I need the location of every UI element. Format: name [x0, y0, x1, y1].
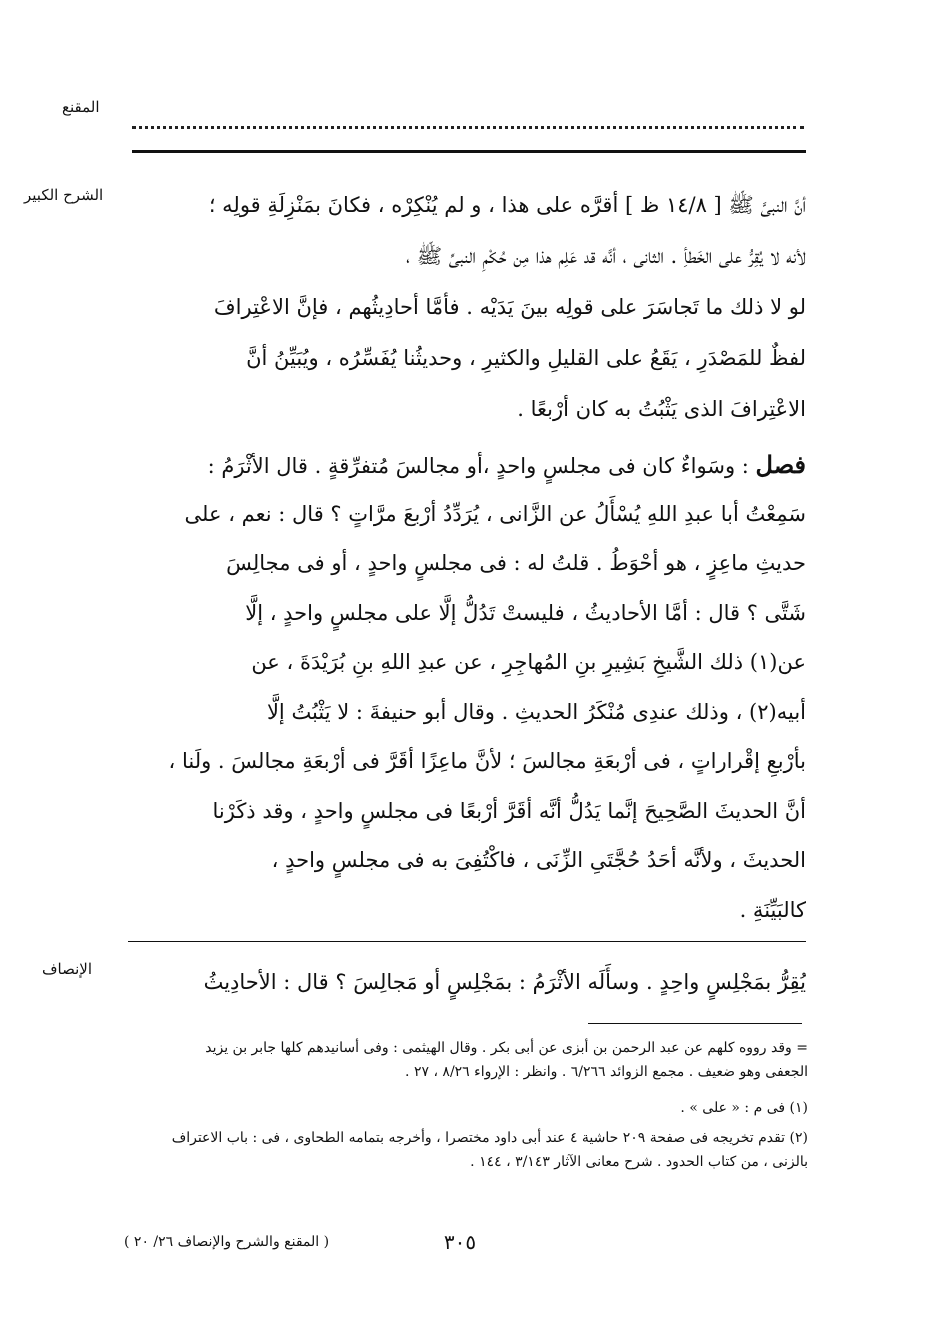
footnote-1: (١) فى م : « على » . — [680, 1100, 808, 1116]
fasl-line: عن(١) ذلك الشَّيخِ بَشِيرِ بنِ المُهاجِرِ ، عن عبدِ اللهِ بنِ بُرَيْدَةَ ، عن — [251, 650, 806, 674]
fasl-line: شَتَّى ؟ قال : أمَّا الأحاديثُ ، فليستْ تَدُلُّ إلَّا على مجلسٍ واحدٍ ، إلَّا — [245, 600, 806, 625]
insaf-text-block — [130, 956, 806, 1008]
sharh-text-block — [130, 180, 806, 435]
sharh-line: أنَّ النبىَّ ﷺ [ ١٤/٨ ظ ] أقرَّه على هذا ، و لم يُنْكِرْه ، فكانَ بمَنْزِلَةِ قولِه ؛ — [208, 193, 806, 217]
footnote-2-line: (٢) تقدم تخريجه فى صفحة ٢٠٩ حاشية ٤ عند أبى داود مختصرا ، وأخرجه بتمامه الطحاوى ، فى : باب الاعتراف — [171, 1130, 808, 1146]
margin-label-insaf: الإنصاف — [42, 960, 93, 978]
fasl-line: الحديثَ ، ولأنَّه أحَدُ حُجَّتَىِ الزِّنَى ، فاكْتُفِىَ به فى مجلسٍ واحدٍ ، — [271, 848, 806, 872]
fasl-section — [130, 440, 806, 935]
fasl-line: كالبَيِّنَةِ . — [739, 897, 806, 922]
footnote-divider — [588, 1023, 802, 1024]
fasl-first-line-text: : وسَواءٌ كان فى مجلسٍ واحدٍ ،أو مجالسَ مُتفرِّقةٍ . قال الأثْرَمُ : — [207, 454, 756, 478]
fasl-line: بأرْبعِ إقْراراتٍ ، فى أرْبعَةِ مجالسَ ؛ لأنَّ ماعِزًا أقَرَّ فى أرْبعَةِ مجالسَ . ولَنا ، — [168, 749, 806, 773]
fasl-line: أبيه(٢) ، وذلك عندِى مُنْكَرُ الحديثِ . وقال أبو حنيفةَ : لا يَثْبُتُ إلَّا — [266, 699, 806, 724]
fasl-first-line — [130, 440, 806, 490]
page-number: ٣٠٥ — [443, 1230, 477, 1254]
footnotes-block — [118, 1036, 808, 1174]
footnote-continuation-line: الجعفى وهو ضعيف . مجمع الزوائد ٦/٢٦٦ . وانظر : الإرواء ٨/٢٦ ، ٢٧ . — [405, 1064, 808, 1080]
sharh-line: لو لا ذلك ما تَجاسَرَ على قولِه بينَ يَدَيْه . فأمَّا أحادِيثُهم ، فإنَّ الاعْتِرافَ — [213, 295, 806, 319]
dotted-divider — [132, 104, 804, 129]
insaf-line: يُقِرُّ بمَجْلِسٍ واحِدٍ . وسأَلَه الأثْرَمُ : بمَجْلِسٍ أو مَجالِسَ ؟ قال : الأحادِيثُ — [203, 970, 806, 994]
footnote-2-line: بالزنى ، من كتاب الحدود . شرح معانى الآثار ٣/١٤٣ ، ١٤٤ . — [470, 1154, 808, 1170]
footnote-continuation-line: = وقد رووه كلهم عن عبد الرحمن بن أبزى عن أبى بكر . وقال الهيثمى : وفى أسانيدهم كلها جابر بن يزيد — [205, 1040, 808, 1056]
margin-label-muqni: المقنع — [62, 98, 100, 116]
margin-label-sharh: الشرح الكبير — [24, 186, 104, 204]
fasl-line: أنَّ الحديثَ الصَّحِيحَ إنَّما يَدُلُّ أنَّه أقَرَّ أرْبعًا فى مجلسٍ واحدٍ ، وقد ذكَرْنا — [212, 798, 806, 823]
sharh-line: لأنه لا يُقِرُّ على الخَطأِ . الثانى ، أنَّه قد عَلِم هذا مِن حُكْمِ النبىِّ ﷺ ، — [406, 244, 806, 268]
sharh-line: الاعْتِرافَ الذى يَثْبُتُ به كان أرْبعًا . — [517, 397, 806, 421]
sharh-line: لفظٌ للمَصْدَرِ ، يَقَعُ على القليلِ والكثيرِ ، وحديثُنا يُفَسِّرُه ، ويُبَيِّنُ أنَّ — [246, 346, 806, 370]
header-rule — [132, 150, 806, 153]
volume-reference: ( المقنع والشرح والإنصاف ٢٦/ ٢٠ ) — [124, 1234, 330, 1250]
fasl-heading: فصل — [755, 450, 806, 479]
fasl-line: سَمِعْتُ أبا عبدِ اللهِ يُسْأَلُ عن الزَّانى ، يُرَدِّدُ أرْبعَ مرَّاتٍ ؟ قال : نعم ، على — [184, 501, 806, 526]
fasl-line: حديثِ ماعِزٍ ، هو أحْوَطُ . قلتُ له : فى مجلسٍ واحدٍ ، أو فى مجالِسَ — [226, 551, 806, 575]
insaf-divider — [128, 941, 806, 942]
